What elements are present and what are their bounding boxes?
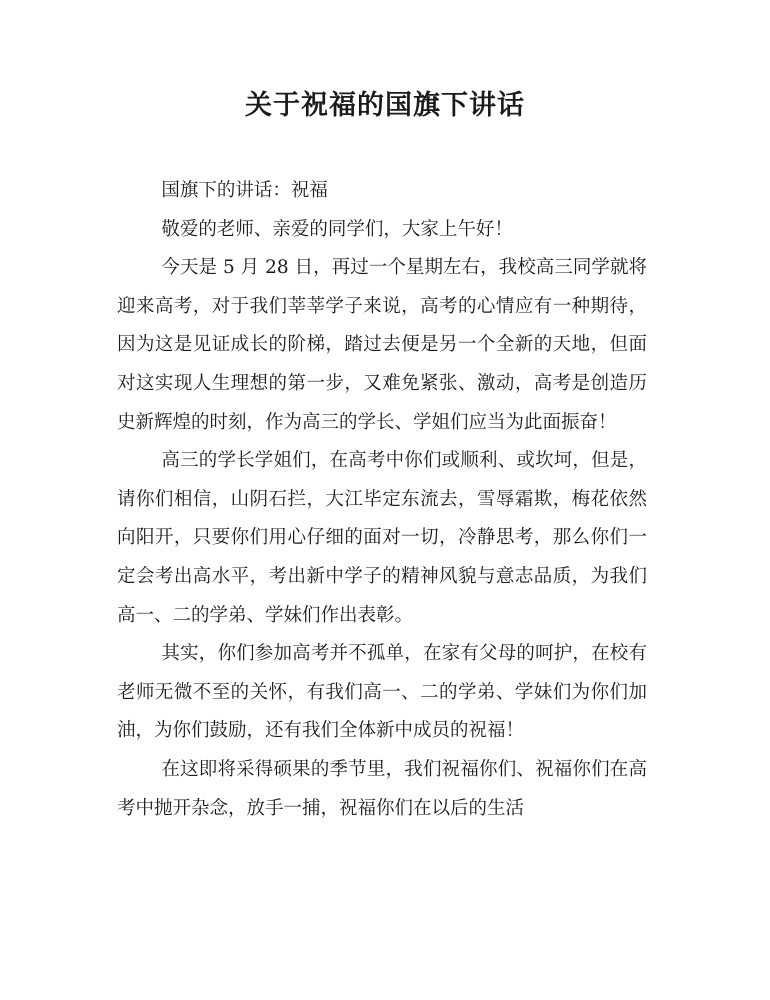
paragraph: 在这即将采得硕果的季节里，我们祝福你们、祝福你们在高考中抛开杂念，放手一捕，祝福你们在以后的生活	[117, 758, 647, 819]
document-title: 关于祝福的国旗下讲话	[245, 90, 525, 121]
paragraph-greeting: 敬爱的老师、亲爱的同学们，大家上午好！	[161, 218, 513, 240]
paragraph: 今天是 5 月 28 日，再过一个星期左右，我校高三同学就将迎来高考，对于我们莘莘学子来说，高考的心情应有一种期待，因为这是见证成长的阶梯，踏过去便是另一个全新的天地，但面对这实现人生理想的第一步，又难免紧张、激动，高考是创造历史新辉煌的时刻，作为高三的学长、学姐们应当为此面振奋！	[117, 257, 647, 433]
document-body	[117, 172, 647, 828]
paragraph: 高三的学长学姐们，在高考中你们或顺利、或坎坷，但是，请你们相信，山阴石拦，大江毕定东流去，雪辱霜欺，梅花依然向阳开，只要你们用心仔细的面对一切，冷静思考，那么你们一定会考出高水平，考出新中学子的精神风貌与意志品质，为我们高一、二的学弟、学妹们作出表彰。	[117, 450, 647, 626]
paragraph: 其实，你们参加高考并不孤单，在家有父母的呵护，在校有老师无微不至的关怀，有我们高一、二的学弟、学妹们为你们加油，为你们鼓励，还有我们全体新中成员的祝福！	[117, 643, 647, 742]
paragraph-heading: 国旗下的讲话：祝福	[161, 180, 328, 201]
